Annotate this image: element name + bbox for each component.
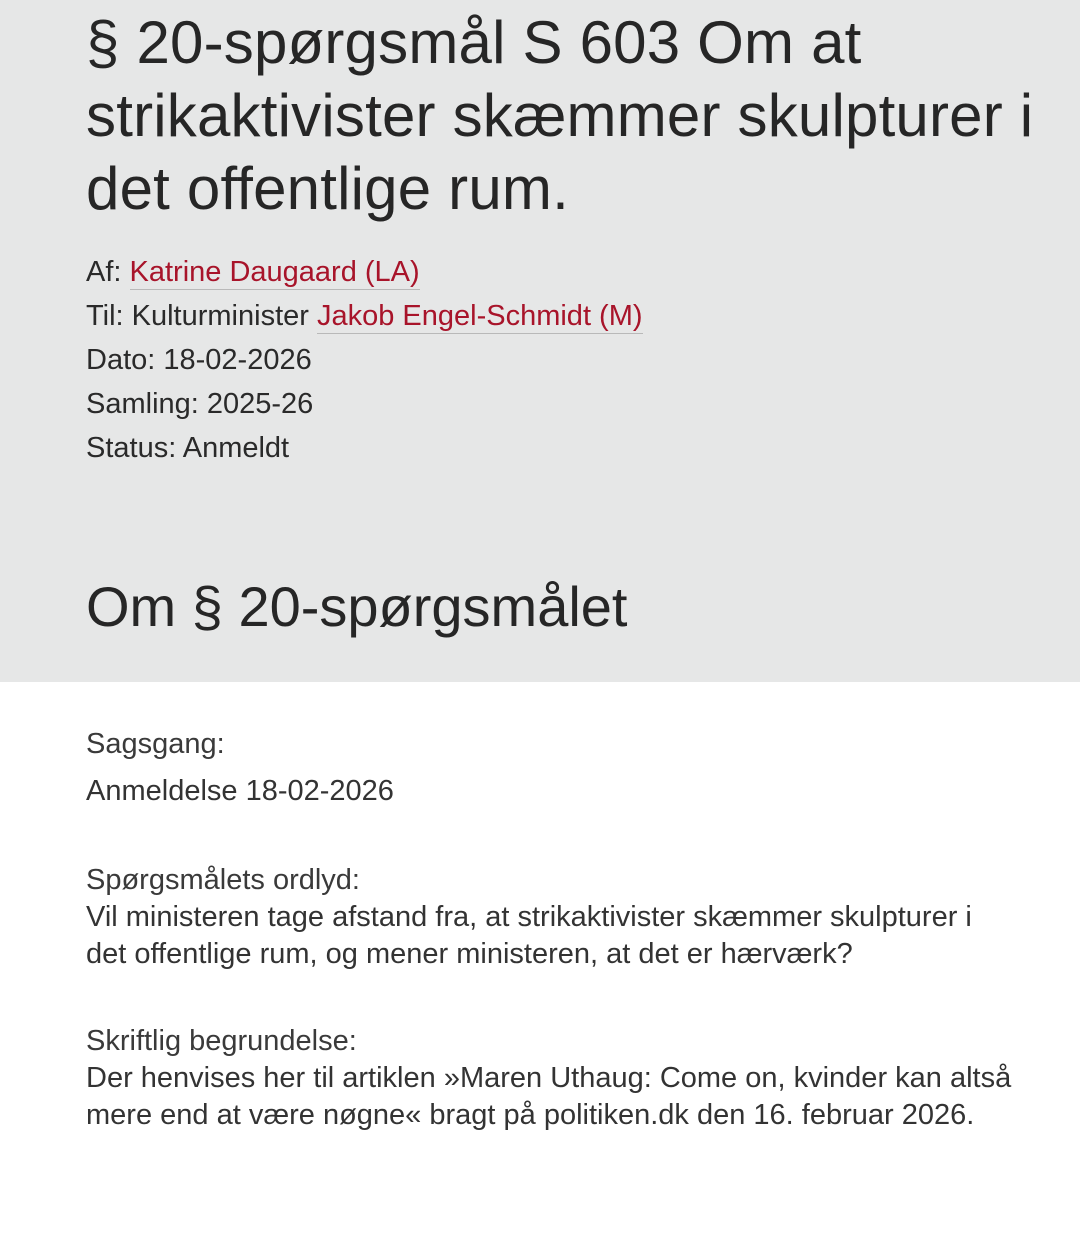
begrundelse-label: Skriftlig begrundelse:: [86, 1025, 357, 1057]
ordlyd-block: [86, 862, 1016, 973]
author-link[interactable]: Katrine Daugaard (LA): [129, 256, 420, 288]
sagsgang-value: Anmeldelse 18-02-2026: [86, 775, 394, 807]
ordlyd-label: Spørgsmålets ordlyd:: [86, 864, 360, 896]
ordlyd-text: Vil ministeren tage afstand fra, at strikaktivister skæmmer skulpturer i det offentlige rum, og mener ministeren, at det er hærværk?: [86, 901, 972, 970]
sagsgang-block: [86, 726, 1016, 810]
author-label: Af:: [86, 256, 130, 288]
page-title: § 20-spørgsmål S 603 Om at strikaktivister skæmmer skulpturer i det offentlige rum.: [86, 9, 1034, 222]
begrundelse-text: Der henvises her til artiklen »Maren Uthaug: Come on, kvinder kan altså mere end at være nøgne« bragt på politiken.dk den 16. februar 2026.: [86, 1062, 1012, 1131]
date-row: Dato: 18-02-2026: [86, 344, 312, 376]
session-row: Samling: 2025-26: [86, 388, 314, 420]
question-details: [86, 726, 1016, 1134]
minister-link[interactable]: Jakob Engel-Schmidt (M): [316, 300, 643, 332]
section-title: Om § 20-spørgsmålet: [86, 575, 628, 638]
author-row: [86, 250, 643, 294]
begrundelse-block: [86, 1023, 1016, 1134]
status-row: Status: Anmeldt: [86, 432, 290, 464]
sagsgang-label: Sagsgang:: [86, 728, 225, 760]
question-meta: [86, 250, 643, 470]
recipient-label: Til: Kulturminister: [86, 300, 317, 332]
recipient-row: [86, 294, 643, 338]
